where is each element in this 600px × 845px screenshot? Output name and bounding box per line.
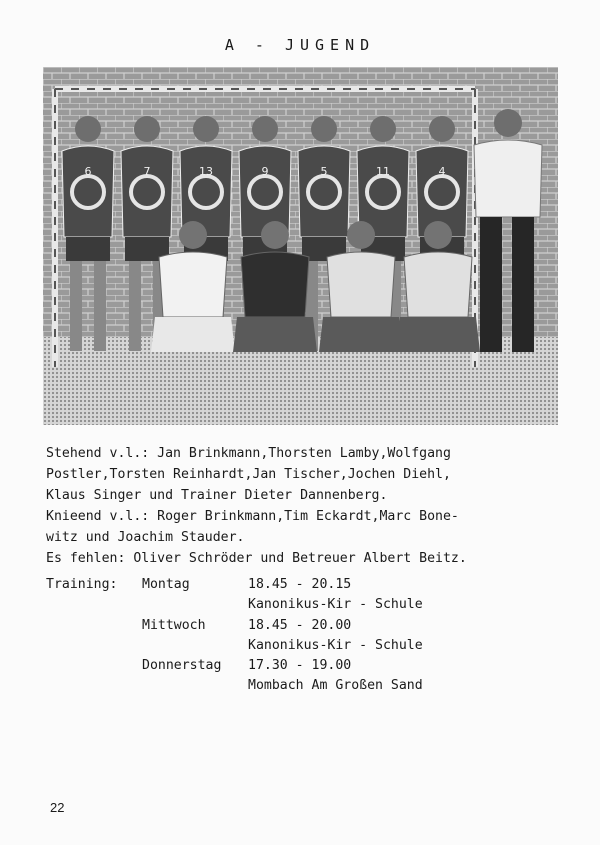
training-value: 18.45 - 20.15	[248, 577, 352, 592]
jersey-number: 11	[376, 165, 390, 178]
training-label: Training:	[46, 577, 118, 592]
caption-line: Klaus Singer und Trainer Dieter Dannenberg.	[46, 488, 388, 503]
caption-line: Es fehlen: Oliver Schröder und Betreuer Albert Beitz.	[46, 551, 467, 566]
training-value: Kanonikus-Kir - Schule	[248, 597, 423, 613]
jersey-number: 13	[199, 165, 213, 178]
training-row	[46, 656, 566, 676]
training-day: Mittwoch	[142, 617, 206, 633]
training-value: Mombach Am Großen Sand	[248, 678, 423, 694]
caption-line: Postler,Torsten Reinhardt,Jan Tischer,Jochen Diehl,	[46, 467, 451, 482]
training-day: Montag	[142, 577, 190, 592]
training-value: Kanonikus-Kir - Schule	[248, 637, 423, 653]
caption-line: Knieend v.l.: Roger Brinkmann,Tim Eckardt,Marc Bone-	[46, 509, 459, 524]
training-value: 18.45 - 20.00	[248, 617, 352, 633]
training-row	[46, 636, 566, 656]
jersey-number: 6	[84, 165, 92, 178]
jersey-number: 5	[320, 165, 328, 178]
team-photo	[43, 67, 558, 425]
training-value: 17.30 - 19.00	[248, 658, 352, 674]
page-title: A - JUGEND	[224, 36, 376, 54]
jersey-number: 4	[438, 165, 446, 178]
jersey-number: 7	[143, 165, 151, 178]
training-row	[46, 595, 566, 615]
training-row	[46, 616, 566, 636]
training-row	[46, 676, 566, 696]
training-day: Donnerstag	[142, 658, 222, 674]
caption-line: Stehend v.l.: Jan Brinkmann,Thorsten Lamby,Wolfgang	[46, 446, 451, 461]
team-photo-canvas	[43, 67, 558, 425]
training-schedule	[46, 575, 566, 697]
photo-caption	[46, 443, 566, 569]
jersey-number: 9	[261, 165, 269, 178]
page-number: 22	[50, 800, 65, 815]
caption-line: witz und Joachim Stauder.	[46, 530, 245, 545]
training-row	[46, 575, 566, 595]
